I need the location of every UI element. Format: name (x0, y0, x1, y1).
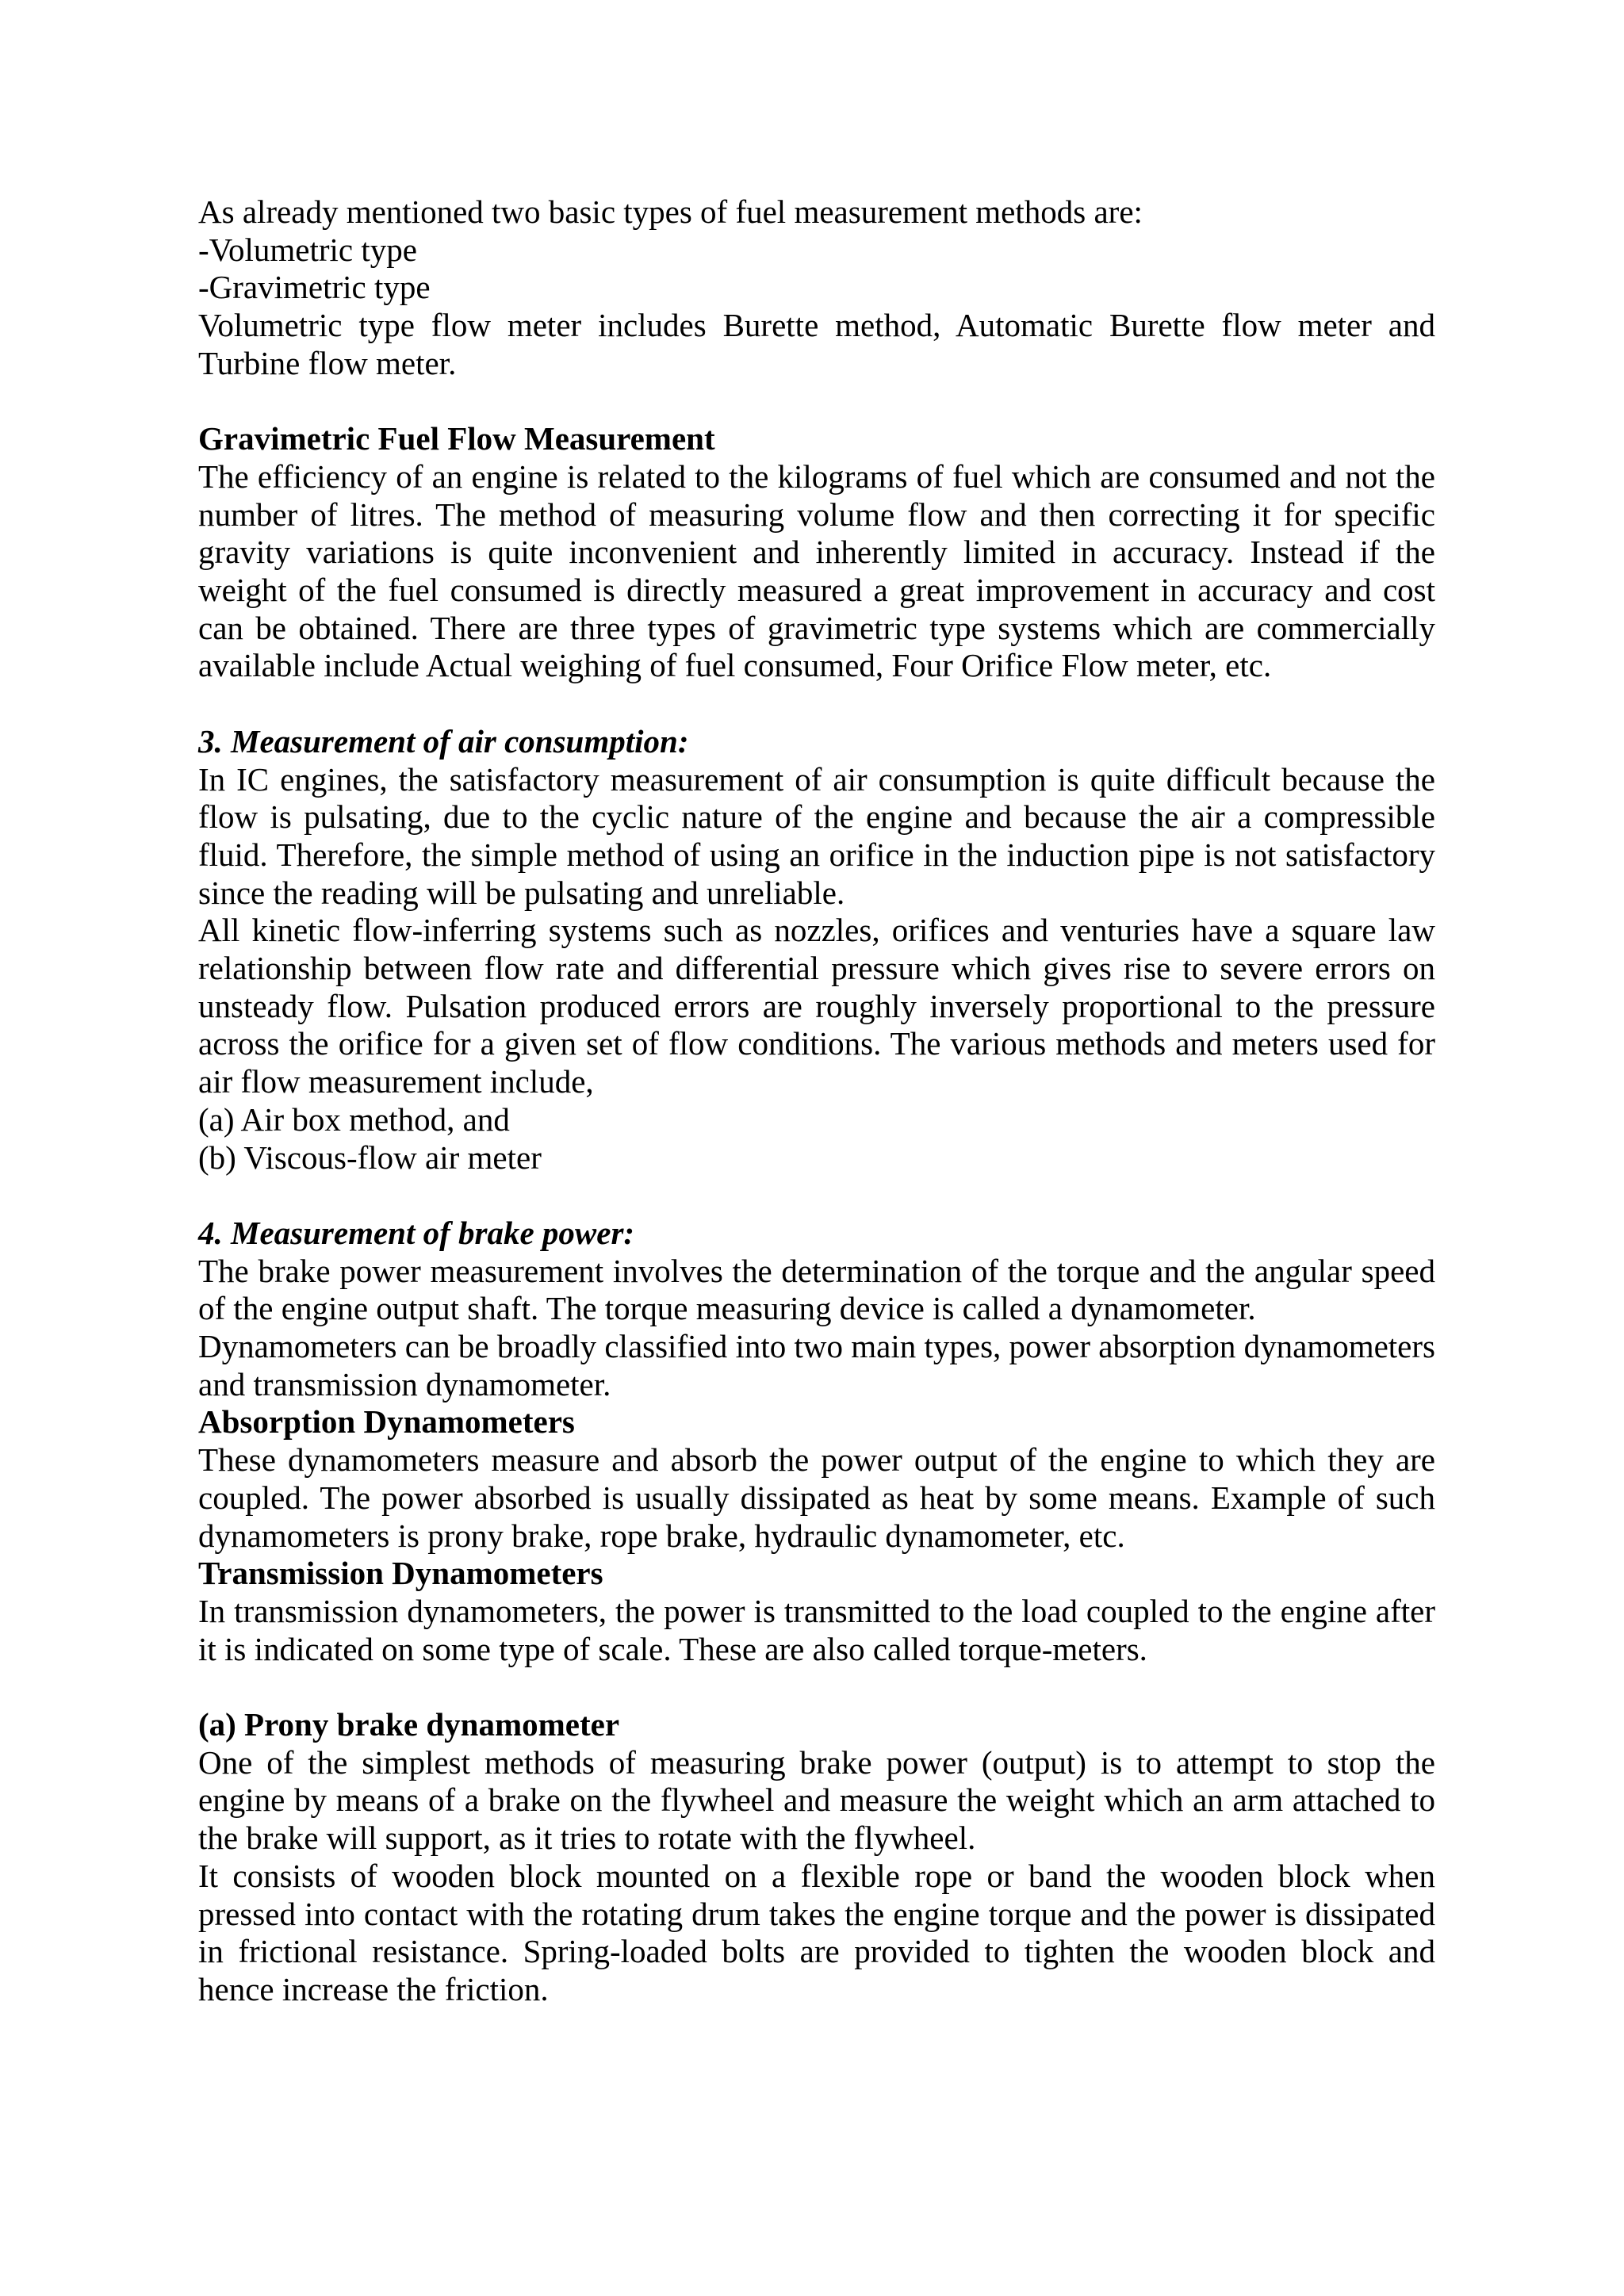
brake-power-heading: 4. Measurement of brake power: (198, 1214, 635, 1251)
spacer (198, 1668, 1435, 1706)
prony-brake-paragraph-2: It consists of wooden block mounted on a flexible rope or band the wooden block when pressed into contact with the rotating drum takes the engine torque and the power is dissipated in frictional resistance. Spring-loaded bolts are provided to tighten the wooden block and hence increase the friction. (198, 1857, 1435, 2007)
transmission-dynamometers-paragraph: In transmission dynamometers, the power is transmitted to the load coupled to the engine after it is indicated on some type of scale. These are also called torque-meters. (198, 1592, 1435, 1667)
air-consumption-heading: 3. Measurement of air consumption: (198, 722, 689, 760)
document-body (198, 193, 1435, 2009)
spacer (198, 383, 1435, 421)
volumetric-paragraph: Volumetric type flow meter includes Burette method, Automatic Burette flow meter and Turbine flow meter. (198, 307, 1435, 381)
spacer (198, 1177, 1435, 1215)
intro-lead: As already mentioned two basic types of fuel measurement methods are: (198, 193, 1143, 230)
prony-brake-heading: (a) Prony brake dynamometer (198, 1706, 620, 1743)
gravimetric-paragraph: The efficiency of an engine is related to the kilograms of fuel which are consumed and not the number of litres. The method of measuring volume flow and then correcting it for specific gravity variations is quite inconvenient and inherently limited in accuracy. Instead if the weight of the fuel consumed is directly measured a great improvement in accuracy and cost can be obtained. There are three types of gravimetric type systems which are commercially available include Actual weighing of fuel consumed, Four Orifice Flow meter, etc. (198, 457, 1435, 684)
gravimetric-heading: Gravimetric Fuel Flow Measurement (198, 420, 715, 457)
air-consumption-paragraph-1: In IC engines, the satisfactory measurement of air consumption is quite difficult because the flow is pulsating, due to the cyclic nature of the engine and because the air a compressible fluid. Therefore, the simple method of using an orifice in the induction pipe is not satisfactory since the reading will be pulsating and unreliable. (198, 760, 1435, 911)
brake-power-paragraph-2: Dynamometers can be broadly classified into two main types, power absorption dynamometers and transmission dynamometer. (198, 1328, 1435, 1402)
intro-item-volumetric: -Volumetric type (198, 231, 417, 268)
absorption-dynamometers-paragraph: These dynamometers measure and absorb the power output of the engine to which they are coupled. The power absorbed is usually dissipated as heat by some means. Example of such dynamometers is prony brake, rope brake, hydraulic dynamometer, etc. (198, 1441, 1435, 1554)
intro-item-gravimetric: -Gravimetric type (198, 269, 431, 306)
air-method-item-a: (a) Air box method, and (198, 1100, 510, 1138)
transmission-dynamometers-heading: Transmission Dynamometers (198, 1555, 603, 1592)
spacer (198, 685, 1435, 723)
brake-power-paragraph-1: The brake power measurement involves the determination of the torque and the angular speed of the engine output shaft. The torque measuring device is called a dynamometer. (198, 1252, 1435, 1327)
air-method-item-b: (b) Viscous-flow air meter (198, 1138, 542, 1176)
prony-brake-paragraph-1: One of the simplest methods of measuring brake power (output) is to attempt to stop the engine by means of a brake on the flywheel and measure the weight which an arm attached to the brake will support, as it tries to rotate with the flywheel. (198, 1743, 1435, 1857)
absorption-dynamometers-heading: Absorption Dynamometers (198, 1403, 575, 1441)
air-consumption-paragraph-2: All kinetic flow-inferring systems such as nozzles, orifices and venturies have a square law relationship between flow rate and differential pressure which gives rise to severe errors on unsteady flow. Pulsation produced errors are roughly inversely proportional to the pressure across the orifice for a given set of flow conditions. The various methods and meters used for air flow measurement include, (198, 912, 1435, 1100)
